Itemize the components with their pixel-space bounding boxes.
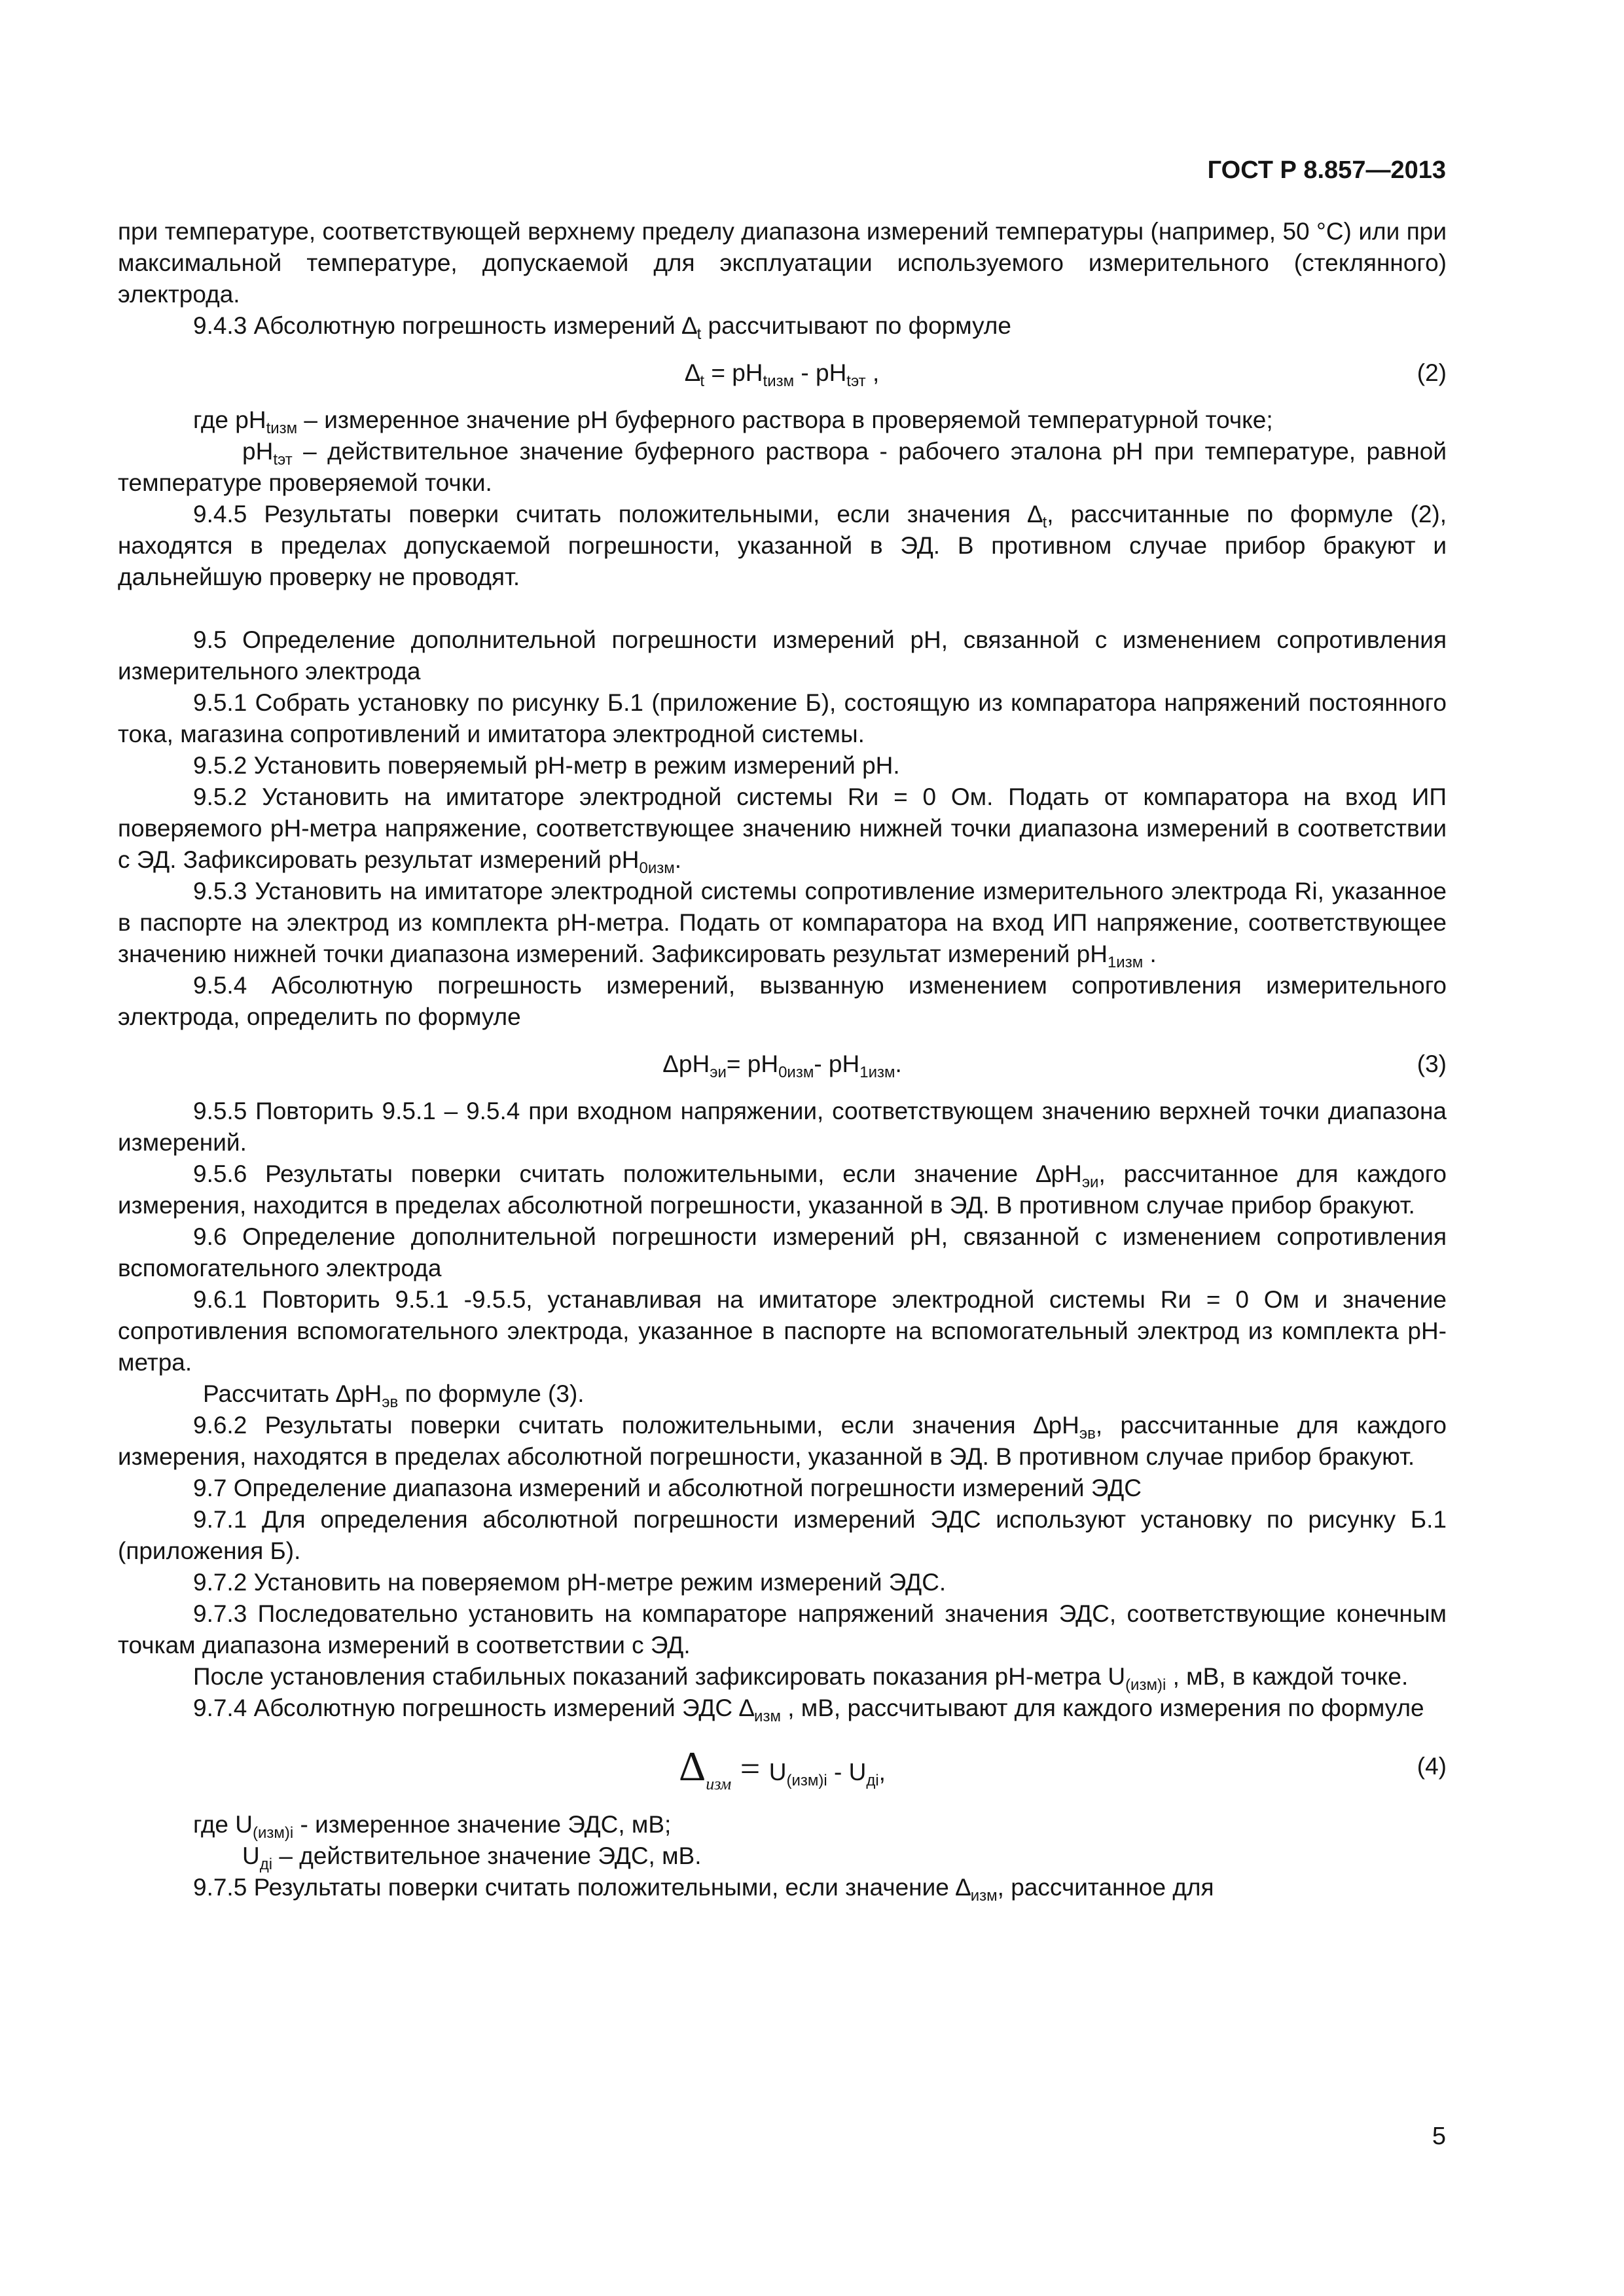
paragraph: 9.7.4 Абсолютную погрешность измерений ЭДС $\Delta_{изм}$ , мВ, рассчитывают для каждого измерения по формуле <box>193 1695 1424 1725</box>
paragraph: где $U_{(изм)i}$ - измеренное значение ЭДС, мВ; <box>193 1811 672 1842</box>
paragraph: 9.5.4 Абсолютную погрешность измерений, вызванную изменением сопротивления измерительного электрода, определить по формуле <box>118 972 1447 1030</box>
paragraph: 9.5.6 Результаты поверки считать положительными, если значение $\Delta pH_{эи}$, рассчитанное для каждого измерения, находится в пределах абсолютной погрешности, указанной в ЭД. В противном случае прибор бракуют. <box>118 1160 1447 1219</box>
formula-number: (2) <box>1416 359 1447 386</box>
paragraph: 9.7.2 Установить на поверяемом pH-метре режим измерений ЭДС. <box>193 1569 947 1596</box>
section-heading: 9.7 Определение диапазона измерений и абсолютной погрешности измерений ЭДС <box>193 1475 1142 1501</box>
paragraph: 9.5.1 Собрать установку по рисунку Б.1 (приложение Б), состоящую из компаратора напряжений постоянного тока, магазина сопротивлений и имитатора электродной системы. <box>118 689 1447 747</box>
page-number: 5 <box>1432 2123 1446 2150</box>
paragraph: где $pH_{tизм}$ – измеренное значение pH буферного раствора в проверяемой температурной точке; <box>193 406 1273 437</box>
formula-number: (3) <box>1416 1050 1447 1077</box>
formula-3: $\Delta pH_{эи}= pH_{0изм}-$ $pH_{1изм}$. (3) <box>118 1033 1447 1096</box>
paragraph: при температуре, соответствующей верхнему пределу диапазона измерений температуры (например, 50 °С) или при максимальной температуре, допускаемой для эксплуатации используемого измерительного (стеклянного) электрода. <box>118 218 1447 308</box>
formula-4: $\Delta_{изм} = U_{(изм)i} - U_{дi}$, (4) <box>118 1724 1447 1809</box>
section-heading: 9.5 Определение дополнительной погрешности измерений pH, связанной с изменением сопротивления измерительного электрода <box>118 626 1447 685</box>
page-body <box>118 216 1447 1903</box>
paragraph: 9.5.5 Повторить 9.5.1 – 9.5.4 при входном напряжении, соответствующем значению верхней точки диапазона измерений. <box>118 1098 1447 1156</box>
paragraph: 9.7.1 Для определения абсолютной погрешности измерений ЭДС используют установку по рисунку Б.1 (приложения Б). <box>118 1506 1447 1564</box>
paragraph: 9.6.1 Повторить 9.5.1 -9.5.5, устанавливая на имитаторе электродной системы Rи = 0 Ом и значение сопротивления вспомогательного электрода, указанное в паспорте на вспомогательный электрод из комплекта pH-метра. <box>118 1286 1447 1376</box>
paragraph: После установления стабильных показаний зафиксировать показания pH-метра $U_{(изм)i}$ , мВ, в каждой точке. <box>193 1663 1409 1694</box>
paragraph: $U_{дi}$ – действительное значение ЭДС, мВ. <box>242 1842 702 1873</box>
paragraph: 9.5.3 Установить на имитаторе электродной системы сопротивление измерительного электрода Ri, указанное в паспорте на электрод из комплекта pH-метра. Подать от компаратора на вход ИП напряжение, соответствующее значению нижней точки диапазона измерений. Зафиксировать результат измерений $pH_{1изм}$ . <box>118 878 1447 971</box>
paragraph: 9.4.3 Абсолютную погрешность измерений $\Delta_t$ рассчитывают по формуле <box>193 312 1011 343</box>
paragraph: 9.7.3 Последовательно установить на компараторе напряжений значения ЭДС, соответствующие конечным точкам диапазона измерений в соответствии с ЭД. <box>118 1600 1447 1659</box>
formula-number: (4) <box>1416 1753 1447 1780</box>
paragraph: 9.7.5 Результаты поверки считать положительными, если значение $\Delta_{изм}$, рассчитанное для <box>193 1874 1214 1905</box>
paragraph: 9.5.2 Установить на имитаторе электродной системы Rи = 0 Ом. Подать от компаратора на вход ИП поверяемого pH-метра напряжение, соответствующее значению нижней точки диапазона измерений в соответствии с ЭД. Зафиксировать результат измерений $pH_{0изм}$. <box>118 783 1447 877</box>
document-code: ГОСТ Р 8.857—2013 <box>1207 156 1446 184</box>
formula-2: $\Delta_t = pH_{tизм} - pH_{tэт}$ , (2) <box>118 342 1447 404</box>
paragraph: Рассчитать $\Delta pH_{эв}$ по формуле (3). <box>203 1380 585 1411</box>
paragraph: 9.5.2 Установить поверяемый pH-метр в режим измерений pH. <box>193 752 900 779</box>
section-heading: 9.6 Определение дополнительной погрешности измерений pH, связанной с изменением сопротивления вспомогательного электрода <box>118 1223 1447 1282</box>
paragraph: 9.4.5 Результаты поверки считать положительными, если значения $\Delta_t$, рассчитанные по формуле (2), находятся в пределах допускаемой погрешности, указанной в ЭД. В противном случае прибор бракуют и дальнейшую проверку не проводят. <box>118 501 1447 590</box>
paragraph: $pH_{tэт}$ – действительное значение буферного раствора - рабочего эталона pH при температуре, равной температуре проверяемой точки. <box>118 438 1447 496</box>
paragraph: 9.6.2 Результаты поверки считать положительными, если значения $\Delta pH_{эв}$, рассчитанные для каждого измерения, находятся в пределах абсолютной погрешности, указанной в ЭД. В противном случае прибор бракуют. <box>118 1412 1447 1470</box>
